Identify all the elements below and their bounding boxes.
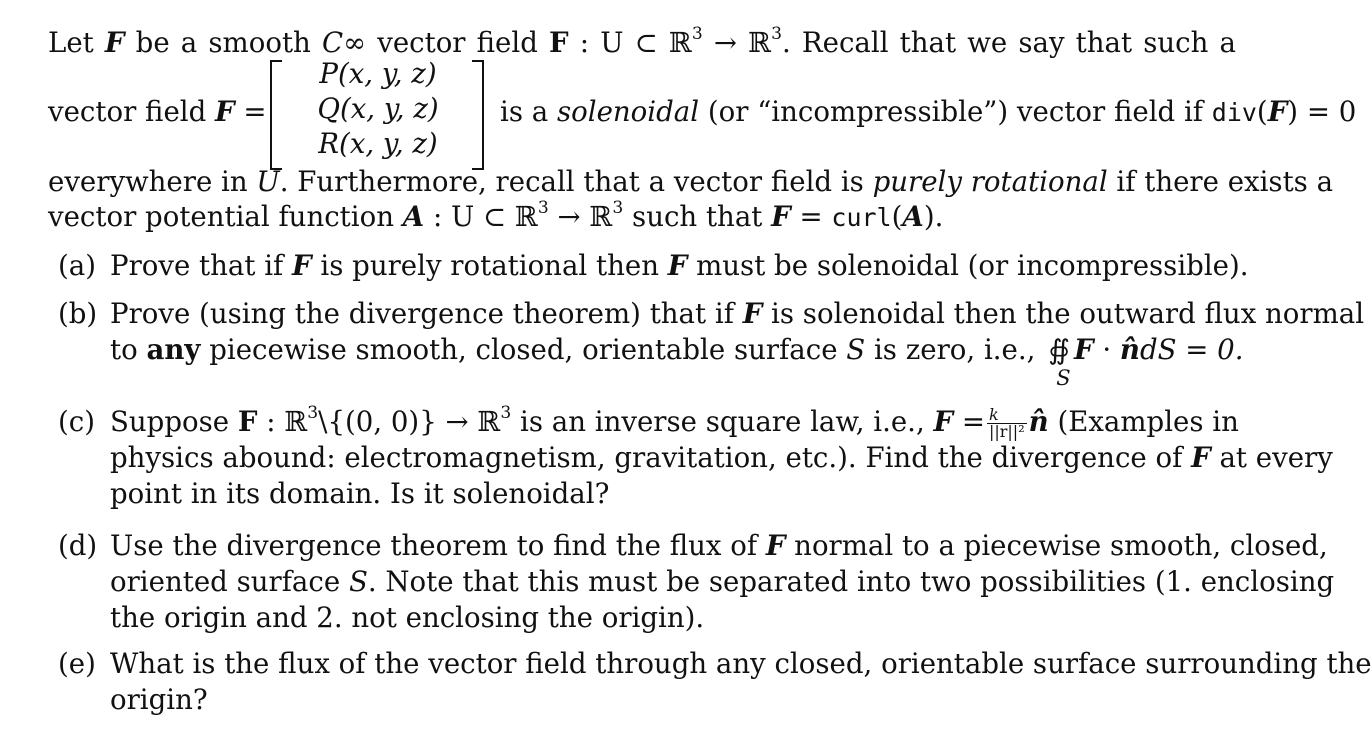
matrix-entry-Q: Q(x, y, z) xyxy=(317,92,439,125)
item-line xyxy=(110,403,1239,441)
text: (or “incompressible”) vector field if xyxy=(699,95,1212,128)
item-line xyxy=(110,600,1236,636)
item-label: (a) xyxy=(58,249,96,282)
text: . Note that this must be separated into two possibilities (1. enclosing xyxy=(367,565,1335,598)
var-F: F xyxy=(742,297,763,330)
item-e xyxy=(58,646,1372,718)
item-d xyxy=(58,528,1335,636)
var-F: F xyxy=(765,529,786,562)
item-line xyxy=(110,476,1236,512)
var-F-bold: F xyxy=(549,26,569,59)
matrix-left-bracket xyxy=(270,60,282,170)
text: → ℝ xyxy=(548,200,613,233)
item-line xyxy=(110,296,1365,332)
intro-line-4 xyxy=(48,199,1236,236)
div-operator: div xyxy=(1211,98,1257,127)
matrix-entry-P: P(x, y, z) xyxy=(319,57,437,90)
unit-normal: n̂ xyxy=(1028,405,1049,438)
text: everywhere in xyxy=(48,165,257,198)
item-line xyxy=(110,646,1372,682)
item-line xyxy=(110,564,1335,600)
text: origin? xyxy=(110,683,208,716)
text: Let xyxy=(48,26,105,59)
text: is a xyxy=(500,95,557,128)
integral-subscript: S xyxy=(1056,366,1071,390)
item-text xyxy=(110,296,1365,390)
matrix-entry-R: R(x, y, z) xyxy=(318,127,438,160)
text: is purely rotational then xyxy=(311,249,668,282)
emphasis-any: any xyxy=(146,333,201,366)
text: dS = 0. xyxy=(1139,333,1244,366)
text: point in its domain. Is it solenoidal? xyxy=(110,477,610,510)
text: is solenoidal then the outward flux normal xyxy=(762,297,1365,330)
matrix-entries xyxy=(288,56,468,161)
intro-line-3 xyxy=(48,164,1334,200)
var-S: S xyxy=(846,333,866,366)
var-F: F xyxy=(292,249,312,282)
text: normal to a piecewise smooth, closed, xyxy=(785,529,1328,562)
item-line xyxy=(110,528,1328,564)
item-label: (e) xyxy=(58,647,96,680)
item-line xyxy=(110,682,1236,718)
fraction-numerator: k xyxy=(987,407,1027,424)
item-line xyxy=(110,440,1333,476)
item-b xyxy=(58,296,1365,390)
text: : U ⊂ ℝ xyxy=(568,26,692,59)
text: What is the flux of the vector field through any closed, orientable surface surrounding the xyxy=(110,647,1372,680)
superscript: 3 xyxy=(771,24,782,45)
text: Use the divergence theorem to find the flux of xyxy=(110,529,766,562)
matrix-tail-text xyxy=(500,94,1357,131)
superscript: 3 xyxy=(612,198,624,219)
item-line xyxy=(110,332,1244,390)
var-A: A xyxy=(902,200,924,233)
text: . Recall that we say that such a xyxy=(781,26,1236,59)
superscript: 3 xyxy=(307,403,319,424)
text: at every xyxy=(1210,441,1333,474)
var-F-bold: F xyxy=(237,405,258,438)
C-infinity: C∞ xyxy=(321,26,367,59)
text: is an inverse square law, i.e., xyxy=(511,405,934,438)
text: piecewise smooth, closed, orientable surface xyxy=(200,333,847,366)
var-F: F xyxy=(104,26,125,59)
text: physics abound: electromagnetism, gravitation, etc.). Find the divergence of xyxy=(110,441,1192,474)
text: such that xyxy=(623,200,772,233)
var-F: F xyxy=(667,249,688,282)
text: . Furthermore, recall that a vector field is xyxy=(279,165,873,198)
text: vector field xyxy=(48,95,216,128)
text: oriented surface xyxy=(110,565,349,598)
superscript: 3 xyxy=(537,198,549,219)
var-U: U xyxy=(256,165,280,198)
text: → ℝ xyxy=(702,26,772,59)
item-line xyxy=(110,248,1249,284)
matrix-right-bracket xyxy=(472,60,484,170)
text: ). xyxy=(923,200,944,233)
text: Suppose xyxy=(110,405,238,438)
text: \{(0, 0)} → ℝ xyxy=(318,405,501,438)
text: if there exists a xyxy=(1107,165,1334,198)
fraction xyxy=(987,407,1027,440)
item-text xyxy=(110,248,1249,284)
oint-glyph: ∯ xyxy=(1048,333,1070,366)
text: is zero, i.e., xyxy=(865,333,1045,366)
vector-field-definition xyxy=(48,56,1357,168)
text: = xyxy=(790,200,832,233)
text: Prove that if xyxy=(110,249,293,282)
var-S: S xyxy=(348,565,368,598)
text: = xyxy=(234,95,267,128)
term-solenoidal: solenoidal xyxy=(556,95,700,128)
text: ( xyxy=(1256,95,1268,128)
surface-integral-symbol xyxy=(1048,332,1071,390)
item-text xyxy=(110,646,1372,718)
text: ( xyxy=(891,200,903,233)
item-label: (d) xyxy=(58,529,98,562)
text: · xyxy=(1093,333,1120,366)
text: = xyxy=(953,405,985,438)
text: (Examples in xyxy=(1048,405,1239,438)
var-F: F xyxy=(771,200,791,233)
superscript: 3 xyxy=(691,24,703,45)
curl-operator: curl xyxy=(831,203,892,232)
matrix-lead-text xyxy=(48,94,267,130)
fraction-denominator: ||r||² xyxy=(988,422,1025,441)
text: : U ⊂ ℝ xyxy=(424,200,538,233)
text: vector field xyxy=(366,26,550,59)
text: vector potential function xyxy=(48,200,403,233)
var-F: F xyxy=(1267,95,1288,128)
term-purely-rotational: purely rotational xyxy=(872,165,1108,198)
text: ) = 0 xyxy=(1287,95,1357,128)
var-F: F xyxy=(1191,441,1211,474)
item-c xyxy=(58,403,1333,512)
item-label: (b) xyxy=(58,297,98,330)
text: Prove (using the divergence theorem) that if xyxy=(110,297,743,330)
var-F: F xyxy=(1073,333,1094,366)
text: to xyxy=(110,333,147,366)
var-F: F xyxy=(215,95,235,128)
item-a xyxy=(58,248,1249,284)
text: : ℝ xyxy=(257,405,308,438)
item-text xyxy=(110,403,1333,512)
text: must be solenoidal (or incompressible). xyxy=(687,249,1249,282)
var-A: A xyxy=(402,200,425,233)
var-F: F xyxy=(933,405,954,438)
item-text xyxy=(110,528,1335,636)
unit-normal: n̂ xyxy=(1119,333,1140,366)
superscript: 3 xyxy=(500,403,512,424)
text: the origin and 2. not enclosing the origin). xyxy=(110,601,705,634)
text: be a smooth xyxy=(124,26,322,59)
item-label: (c) xyxy=(58,405,95,438)
